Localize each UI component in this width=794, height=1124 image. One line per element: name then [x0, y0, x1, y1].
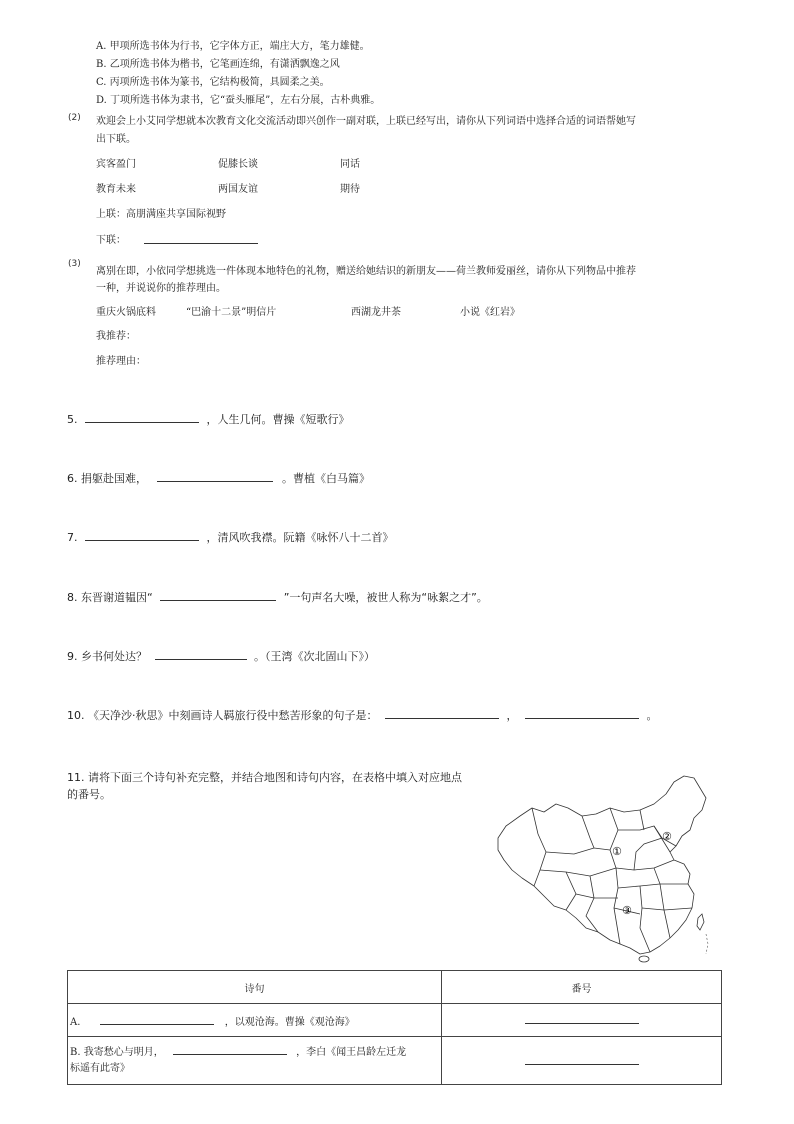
hainan-island [639, 956, 649, 962]
header-poem: 诗句 [68, 971, 442, 1004]
word-option: 教育未来 [96, 184, 136, 195]
lower-couplet-blank[interactable] [144, 231, 258, 244]
question-11-line2: 的番号。 [67, 788, 111, 801]
map-marker-3: ③ [622, 904, 632, 917]
china-map [494, 768, 719, 963]
table-row [68, 1037, 722, 1085]
part-number: (3) [68, 259, 81, 269]
answer-blank[interactable] [100, 1014, 214, 1025]
word-option: 期待 [340, 184, 360, 195]
south-sea-islands [706, 934, 708, 954]
question-prefix: 9. 乡书何处达？ [67, 650, 147, 663]
answer-blank[interactable] [525, 708, 639, 719]
prompt-line: 出下联。 [96, 134, 136, 145]
map-marker-1: ① [612, 845, 622, 858]
poem-cell [68, 1004, 442, 1037]
row-line2: 标遥有此寄》 [70, 1063, 130, 1074]
table-header-row [68, 971, 722, 1004]
answer-blank[interactable] [173, 1044, 287, 1055]
number-cell [442, 1037, 722, 1085]
question-prefix: 5. [67, 413, 78, 426]
question-prefix: 7. [67, 531, 78, 544]
question-suffix: ，人生几何。曹操《短歌行》 [206, 413, 350, 426]
question-suffix: 。曹植《白马篇》 [282, 472, 370, 485]
question-prefix: 6. 捐躯赴国难， [67, 472, 147, 485]
question-5 [67, 412, 350, 428]
prompt-line: 欢迎会上小艾同学想就本次教育文化交流活动即兴创作一副对联，上联已经写出，请你从下列词语中选择合适的词语帮她写 [96, 116, 636, 127]
gift-option: 小说《红岩》 [460, 307, 520, 318]
table-row [68, 1004, 722, 1037]
word-option: 同话 [340, 159, 360, 170]
poem-table [67, 970, 722, 1085]
reason-label: 推荐理由： [96, 356, 146, 367]
answer-blank[interactable] [157, 471, 273, 482]
header-number: 番号 [442, 971, 722, 1004]
part-number: (2) [68, 113, 81, 123]
answer-blank[interactable] [155, 649, 247, 660]
question-10 [67, 708, 658, 724]
row-suffix: ，李白《闻王昌龄左迁龙 [296, 1047, 407, 1058]
question-prefix: 10. 《天净沙·秋思》中刻画诗人羁旅行役中愁苦形象的句子是： [67, 709, 378, 722]
taiwan-island [697, 914, 704, 930]
question-suffix: 。 [646, 709, 658, 722]
question-11-line1: 11. 请将下面三个诗句补充完整，并结合地图和诗句内容，在表格中填入对应地点 [67, 771, 462, 784]
answer-blank[interactable] [160, 590, 276, 601]
question-7 [67, 530, 394, 546]
prompt-line: 一种，并说说你的推荐理由。 [96, 283, 226, 294]
row-prefix: B. 我寄愁心与明月， [70, 1047, 164, 1058]
word-option: 两国友谊 [218, 184, 258, 195]
answer-blank[interactable] [85, 412, 199, 423]
question-suffix: 。（王湾《次北固山下》） [254, 650, 375, 663]
question-suffix: ，清风吹我襟。阮籍《咏怀八十二首》 [206, 531, 394, 544]
number-blank[interactable] [525, 1054, 639, 1065]
question-8 [67, 590, 488, 606]
number-blank[interactable] [525, 1013, 639, 1024]
gift-option: 重庆火锅底料 [96, 307, 156, 318]
option-a: A. 甲项所选书体为行书，它字体方正，端庄大方，笔力雄健。 [96, 41, 370, 52]
lower-couplet-label: 下联： [96, 235, 126, 246]
map-marker-2: ② [662, 830, 672, 843]
answer-blank[interactable] [85, 530, 199, 541]
question-mid: ， [506, 709, 518, 722]
answer-blank[interactable] [385, 708, 499, 719]
recommend-label: 我推荐： [96, 331, 136, 342]
question-6 [67, 471, 370, 487]
upper-couplet: 上联：高朋满座共享国际视野 [96, 209, 226, 220]
option-c: C. 丙项所选书体为篆书，它结构极简，具圆柔之美。 [96, 77, 330, 88]
china-outline [498, 776, 706, 954]
word-option: 宾客盈门 [96, 159, 136, 170]
row-suffix: ，以观沧海。曹操《观沧海》 [224, 1016, 355, 1028]
prompt-line: 离别在即，小依同学想挑选一件体现本地特色的礼物，赠送给她结识的新朋友——荷兰教师爱丽丝，请你从下列物品中推荐 [96, 266, 636, 277]
question-9 [67, 649, 375, 665]
gift-option: “巴渝十二景”明信片 [186, 307, 277, 318]
question-suffix: ”一句声名大噪，被世人称为“咏絮之才”。 [283, 591, 488, 604]
word-option: 促膝长谈 [218, 159, 258, 170]
option-b: B. 乙项所选书体为楷书，它笔画连绵，有潇洒飘逸之风 [96, 59, 340, 70]
option-d: D. 丁项所选书体为隶书，它“蚕头雁尾”，左右分展，古朴典雅。 [96, 95, 381, 106]
poem-cell [68, 1037, 442, 1085]
question-prefix: 8. 东晋谢道韫因“ [67, 591, 153, 604]
gift-option: 西湖龙井茶 [351, 307, 401, 318]
number-cell [442, 1004, 722, 1037]
row-prefix: A. [70, 1016, 81, 1028]
